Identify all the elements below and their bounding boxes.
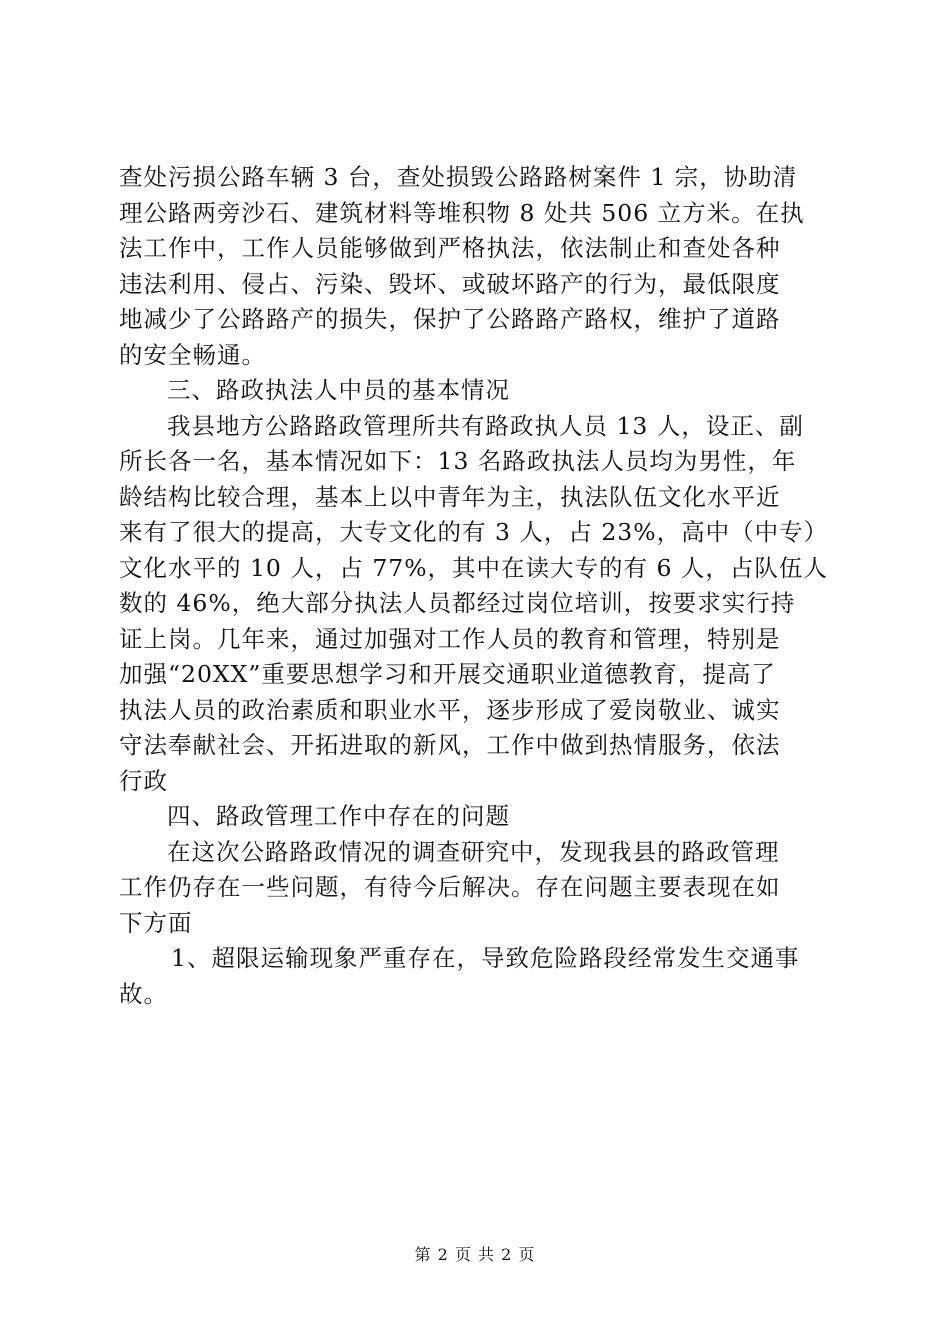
section-heading: 三、路政执法人中员的基本情况 [167,376,510,404]
body-line: 数的 46%，绝大部分执法人员都经过岗位培训，按要求实行持 [119,589,796,617]
body-line: 行政 [119,766,168,795]
body-line: 所长各一名，基本情况如下：13 名路政执法人员均为男性，年 [119,447,797,475]
list-item: 1、超限运输现象严重存在，导致危险路段经常发生交通事 [171,944,800,972]
section-heading: 四、路政管理工作中存在的问题 [167,802,510,830]
body-line: 在这次公路路政情况的调查研究中，发现我县的路政管理 [167,837,780,866]
body-line: 执法人员的政治素质和职业水平，逐步形成了爱岗敬业、诚实 [119,695,781,724]
document-body [119,160,831,1012]
body-line: 查处污损公路车辆 3 台，查处损毁公路路树案件 1 宗，协助清 [119,163,798,191]
body-line: 证上岗。几年来，通过加强对工作人员的教育和管理，特别是 [119,624,781,653]
body-line: 我县地方公路路政管理所共有路政执人员 13 人，设正、副 [167,411,804,440]
body-line: 理公路两旁沙石、建筑材料等堆积物 8 处共 506 立方米。在执 [119,198,805,227]
body-line: 加强“20XX”重要思想学习和开展交通职业道德教育，提高了 [119,660,776,688]
body-line: 来有了很大的提高，大专文化的有 3 人，占 23%，高中（中专） [119,518,829,546]
body-line: 地减少了公路路产的损失，保护了公路路产路权，维护了道路 [119,305,781,333]
body-line: 法工作中，工作人员能够做到严格执法，依法制止和查处各种 [119,234,781,262]
body-line: 故。 [119,979,168,1008]
body-line: 文化水平的 10 人，占 77%，其中在读大专的有 6 人，占队伍人 [119,553,828,582]
body-line: 龄结构比较合理，基本上以中青年为主，执法队伍文化水平近 [119,482,781,511]
page-number-footer: 第 2 页 共 2 页 [414,1245,536,1264]
body-line: 的安全畅通。 [119,340,266,369]
body-line: 下方面 [119,908,193,937]
body-line: 守法奉献社会、开拓进取的新风，工作中做到热情服务，依法 [119,731,781,759]
body-line: 工作仍存在一些问题，有待今后解决。存在问题主要表现在如 [119,873,781,901]
body-line: 违法利用、侵占、污染、毁坏、或破坏路产的行为，最低限度 [119,269,781,298]
